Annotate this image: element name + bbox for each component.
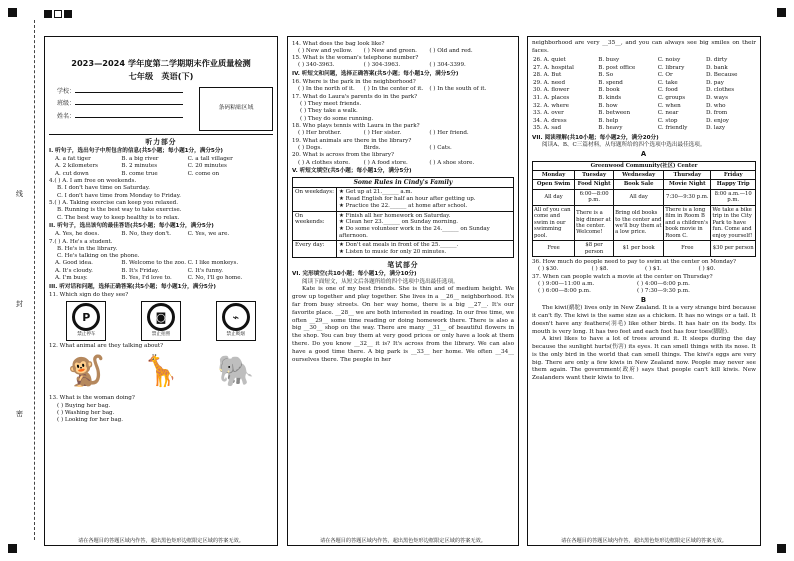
passage-b-label: B (640, 296, 648, 305)
choice-option[interactable]: 29. A. need (533, 79, 566, 86)
choice-option[interactable]: 31. A. places (533, 95, 570, 102)
choice-option[interactable]: C. groups (657, 95, 686, 102)
part-4-instructions: IV. 听短文和问题，选择正确答案(共5小题；每小题1分，满分5分) (292, 71, 459, 78)
q4-option-a[interactable]: 4.( ) A. I am free on weekends. (49, 178, 137, 185)
choice-row (532, 95, 756, 103)
answer-panel-middle (287, 36, 519, 546)
choice-option[interactable]: D. bank (705, 64, 728, 71)
marker-filled (64, 10, 72, 18)
q13-option-b[interactable]: ( ) Washing her bag. (57, 409, 115, 416)
name-field[interactable]: 姓名： (57, 112, 199, 120)
cloze-choices (532, 57, 756, 133)
q15-text: 15. What is the woman's telephone number? (292, 55, 419, 62)
q19-text: 19. What animals are there in the library? (292, 137, 412, 144)
table-row (533, 171, 756, 180)
q4-option-c[interactable]: C. I don't have time from Monday to Friday. (57, 192, 181, 199)
choice-option[interactable]: D. who (705, 102, 726, 109)
choice-option[interactable]: D. Because (705, 72, 738, 79)
table-cell: All day (533, 189, 575, 205)
table-cell: Happy Trip (711, 180, 756, 189)
q11-signs (49, 301, 273, 341)
choice-option[interactable]: 27. A. hospital (533, 64, 574, 71)
binding-label: 线 (16, 190, 23, 198)
q17-option-c[interactable]: ( ) They do some running. (300, 115, 374, 122)
q8-options[interactable]: A. Good idea. B. Welcome to the zoo. C. I like monkeys. (55, 260, 239, 267)
choice-option[interactable]: D. pay (705, 79, 724, 86)
q12-text: 12. What animal are they talking about? (49, 342, 164, 349)
table-cell: Friday (711, 171, 756, 180)
q36-text: 36. How much do people need to pay to swim at the center on Monday? (532, 259, 736, 265)
rules-title: Some Rules in Cindy's Family (293, 178, 514, 188)
marker-filled (44, 10, 52, 18)
choice-row (532, 117, 756, 125)
passage-b-paragraph-1: The kiwi(鹬鸵) lives only in New Zealand. It is a very strange bird because it can't fly. The kiwi is the same size as a chicken. It has no wings or a tail. It doesn't have any feathers(羽毛) like other birds. It has hair on its body. Its mouth is very long. It has two feet and each foot has four toes(脚趾). (532, 305, 756, 335)
cloze-passage-end: neighborhood are very __35__, and you can always see big smiles on their faces. (532, 40, 756, 54)
rule-item[interactable]: ★ Get up at 21.______ a.m. (339, 189, 413, 196)
table-cell: Bring old books to the center and we'll buy them at a low price. (614, 205, 664, 240)
registration-mark (8, 544, 17, 553)
q14-text: 14. What does the bag look like? (292, 40, 385, 47)
table-row (533, 189, 756, 205)
choice-option[interactable]: D. clothes (705, 87, 735, 94)
registration-mark (777, 544, 786, 553)
choice-option[interactable]: 33. A. over (533, 110, 564, 117)
elephant-icon[interactable]: 🐘 (216, 354, 255, 390)
binding-line (34, 20, 35, 540)
cloze-passage: Kate is one of my best friends. She is thin and of medium height. We grow up together and play together. She lives in a __26__ neighborhood. It's far from busy streets. On her way home, there is a big __27__. It's our favorite place. __28__ we are both interested in reading. In our free time, we often __29__ some time reading or doing homework there. There is also a big __30__ shop on the way. There are many __31__ of beautiful flowers in the shop. You can buy them at very good prices or only have a look at them there. Do you know __32__ it is? It's across from the library. We can also have a good time there. A big park is __33__ her home. We often __34__ ourselves there. The people in her (292, 286, 514, 363)
binding-label: 密 (16, 410, 23, 418)
marker-hollow (54, 10, 62, 18)
choice-option[interactable]: C. Or (657, 72, 673, 79)
q3-options[interactable]: A. cut down B. come true C. come on (55, 170, 220, 177)
choice-option[interactable]: B. post office (598, 64, 636, 71)
choice-option[interactable]: D. lazy (705, 125, 726, 132)
rule-item: ★ Listen to music for only 20 minutes. (339, 249, 447, 256)
choice-option[interactable]: C. stop (657, 117, 678, 124)
table-cell: $1 per book (614, 241, 664, 257)
rule-item[interactable]: ★ Practice the 22.______ at home after school. (339, 202, 468, 209)
registration-mark (8, 8, 17, 17)
barcode-area: 条码粘贴区域 (199, 87, 273, 131)
table-cell: 7:30—9:30 p.m. (664, 189, 711, 205)
community-center-table (532, 161, 756, 257)
part-6-instructions: VI. 完形填空(共10小题；每小题1分，满分10分) (292, 271, 417, 278)
choice-option[interactable]: 34. A. dress (533, 117, 567, 124)
q16-text: 16. Where is the park in the neighborhood? (292, 79, 416, 86)
footer-note: 请在各题目的答题区域内作答，超出黑色矩形边框限定区域的答案无效。 (560, 537, 727, 544)
q13-option-a[interactable]: ( ) Buying her bag. (57, 402, 111, 409)
choice-option[interactable]: 35. A. sad (533, 125, 562, 132)
exam-title: 2023—2024 学年度第二学期期末作业质量检测 (71, 58, 251, 68)
q17-option-b[interactable]: ( ) They take a walk. (300, 108, 358, 115)
table-cell: Free (533, 241, 575, 257)
student-fields (49, 87, 199, 131)
footer-note: 请在各题目的答题区域内作答，超出黑色矩形边框限定区域的答案无效。 (77, 537, 244, 544)
part-2-instructions: II. 听句子，选出该句的最佳答语(共5小题；每小题1分，满分5分) (49, 223, 214, 230)
passage-b-paragraph-2: A kiwi likes to have a lot of trees around it. It sleeps during the day because the sunlight hurts(伤害) its eyes. It can smell things with its nose. It is the only bird in the world that can smell things. The kiwi's eggs are very big. There are only a few kiwis in New Zealand now. People may never see them again. The government(政府) says that people can't kill kiwis. New Zealanders want their kiwis to live. (532, 336, 756, 382)
no-parking-icon: P (72, 303, 100, 331)
exam-subtitle: 七年级 英语(下) (128, 71, 194, 81)
q17-text: 17. What do Laura's parents do in the park? (292, 93, 418, 100)
choice-option[interactable]: C. near (657, 110, 679, 117)
q1-options[interactable]: A. a fat tiger B. a big river C. a tall villager (55, 156, 233, 163)
table-cell: All of you can come and swim in our swimming pool. (533, 205, 575, 240)
q7-option-c[interactable]: C. He's talking on the phone. (57, 253, 140, 260)
choice-option[interactable]: B. between (598, 110, 631, 117)
page-marker (44, 9, 78, 19)
choice-row (532, 102, 756, 110)
answer-panel-left (44, 36, 278, 546)
monkey-icon[interactable]: 🐒 (67, 354, 105, 390)
choice-option[interactable]: D. enjoy (705, 117, 729, 124)
rule-item[interactable]: ★ Don't eat meals in front of the 25.______. (339, 242, 459, 249)
rules-row: On weekdays: ★ Get up at 21.______ a.m. ★ Read English for half an hour after getting up. ★ Practice the 22.______ at home after school. (293, 188, 514, 211)
choice-option[interactable]: D. from (705, 110, 728, 117)
passage-a-label: A (640, 150, 648, 159)
q36-options[interactable]: ( ) $30. ( ) $8. ( ) $1. ( ) $0. (538, 266, 716, 273)
rule-item[interactable]: ★ Clean her 23.______ on Sunday morning. (339, 219, 459, 226)
choice-row (532, 72, 756, 80)
choice-row (532, 125, 756, 133)
choice-option[interactable]: B. heavy (598, 125, 623, 132)
q37-options-cd[interactable]: ( ) 6:00—8:00 p.m. ( ) 7:30—9:30 p.m. (538, 288, 690, 295)
q13-text: 13. What is the woman doing? (49, 395, 135, 402)
listening-section-title: 听力部分 (145, 138, 177, 146)
table-cell: Free (664, 241, 711, 257)
school-field[interactable]: 学校： (57, 87, 199, 95)
q6-options[interactable]: A. Yes, he does. B. No, they don't. C. Yes, we are. (55, 231, 230, 238)
q10-options[interactable]: A. I'm busy. B. Yes, I'd love to. C. No, I'll go home. (55, 275, 243, 282)
binding-label: 封 (16, 300, 23, 308)
choice-option[interactable]: C. food (657, 87, 678, 94)
q12-animals (49, 351, 273, 393)
choice-option[interactable]: B. kinds (598, 95, 622, 102)
no-smoking-sign[interactable]: ⌁ 禁止吸烟 (216, 301, 256, 341)
table-cell: 8:00 a.m.—10 p.m. (711, 189, 756, 205)
part-7-instructions: VII. 阅读理解(共10小题；每小题2分，满分20分) (532, 134, 659, 141)
rules-row: On weekends: ★ Finish all her homework on Saturday. ★ Clean her 23.______ on Sunday morning. ★ Do some volunteer work in the 24.______ on Sunday afternoon. (293, 211, 514, 241)
rule-item[interactable]: ★ Do some volunteer work in the 24.______ on Sunday afternoon. (339, 225, 490, 239)
q9-options[interactable]: A. It's cloudy. B. It's Friday. C. It's funny. (55, 267, 224, 274)
class-field[interactable]: 班级： (57, 99, 199, 107)
rules-table (292, 177, 514, 258)
student-info (49, 87, 273, 131)
part-6-subinstructions: 阅读下面短文，从短文后各题所给的四个选项中选出最佳选项。 (302, 278, 459, 285)
giraffe-icon[interactable]: 🦒 (142, 354, 180, 390)
q16-options[interactable]: ( ) In the north of it. ( ) In the center of it. ( ) In the south of it. (298, 86, 487, 93)
q37-options-ab[interactable]: ( ) 9:00—11:00 a.m. ( ) 4:00—6:00 p.m. (538, 280, 690, 287)
choice-option[interactable]: B. book (598, 87, 620, 94)
choice-option[interactable]: B. spend (598, 79, 623, 86)
no-camera-icon: ◙ (147, 303, 175, 331)
q4-option-b[interactable]: B. I don't have time on Saturday. (57, 185, 150, 192)
q7-option-b[interactable]: B. He's in the library. (57, 245, 118, 252)
rule-item: ★ Finish all her homework on Saturday. (339, 212, 451, 219)
table-cell: There is a long film in Room B and a children's book movie in Room C. (664, 205, 711, 240)
q14-options[interactable]: ( ) New and yellow. ( ) New and green. ( ) Old and red. (298, 47, 473, 54)
choice-row (532, 80, 756, 88)
table-row (533, 205, 756, 240)
q19-options[interactable]: ( ) Dogs. Birds. ( ) Cats. (298, 144, 452, 151)
rule-item: ★ Read English for half an hour after getting up. (339, 196, 476, 203)
part-1-instructions: I. 听句子，选出句子中所包含的信息(共5小题；每小题1分，满分5分) (49, 148, 223, 155)
choice-row (532, 64, 756, 72)
table-cell: Book Sale (614, 180, 664, 189)
choice-row (532, 87, 756, 95)
choice-option[interactable]: 30. A. flower (533, 87, 570, 94)
q11-text: 11. Which sign do they see? (49, 291, 129, 298)
q20-text: 20. What is across from the library? (292, 152, 394, 159)
q5-option-a[interactable]: 5.( ) A. Taking exercise can keep you relaxed. (49, 199, 179, 206)
q17-option-a[interactable]: ( ) They meet friends. (300, 101, 362, 107)
choice-option[interactable]: B. help (598, 117, 619, 124)
q13-option-c[interactable]: ( ) Looking for her bag. (57, 417, 124, 424)
choice-option[interactable]: B. how (598, 102, 618, 109)
choice-option[interactable]: D. dirty (705, 57, 728, 64)
table-cell: $30 per person (711, 241, 756, 257)
part-5-instructions: V. 听短文填空(共5小题；每小题1分，满分5分) (292, 168, 412, 175)
no-parking-sign[interactable]: P 禁止停车 (66, 301, 106, 341)
table-cell: Tuesday (575, 171, 614, 180)
choice-option[interactable]: 28. A. But (533, 72, 562, 79)
registration-mark (777, 8, 786, 17)
choice-row (532, 110, 756, 118)
choice-option[interactable]: C. library (657, 64, 685, 71)
table-cell: Wednesday (614, 171, 664, 180)
choice-row (532, 57, 756, 65)
q37-text: 37. When can people watch a movie at the center on Thursday? (532, 273, 713, 280)
table-cell: All day (614, 189, 664, 205)
choice-option[interactable]: C. when (657, 102, 681, 109)
choice-option[interactable]: C. noisy (657, 57, 681, 64)
table-row (533, 241, 756, 257)
no-smoking-icon: ⌁ (222, 303, 250, 331)
q20-options[interactable]: ( ) A clothes store. ( ) A food store. ( ) A shoe store. (298, 159, 475, 166)
q7-option-a[interactable]: 7.( ) A. He's a student. (49, 238, 113, 245)
table-cell: Monday (533, 171, 575, 180)
rules-row: Every day: ★ Don't eat meals in front of the 25.______. ★ Listen to music for only 20 minutes. (293, 241, 514, 257)
choice-option[interactable]: B. So (598, 72, 614, 79)
choice-option[interactable]: C. friendly (657, 125, 688, 132)
table-title: Greenwood Community(社区) Center (533, 161, 756, 170)
writing-section-title: 笔试部分 (387, 260, 419, 269)
table-cell: Food Night (575, 180, 614, 189)
table-cell: Movie Night (664, 180, 711, 189)
table-cell: 6:00—8:00 p.m. (575, 189, 614, 205)
q5-option-b[interactable]: B. Running is the best way to take exercise. (57, 207, 182, 214)
part-3-instructions: III. 听对话和问题，选择正确答案(共5小题；每小题1分，满分5分) (49, 283, 216, 290)
table-cell: Open Swim (533, 180, 575, 189)
choice-option[interactable]: B. busy (598, 57, 620, 64)
q18-options[interactable]: ( ) Her brother. ( ) Her sister. ( ) Her friend. (298, 130, 469, 137)
choice-option[interactable]: C. take (657, 79, 678, 86)
answer-panel-right (527, 36, 761, 546)
table-cell: We take a bike trip in the City Park to have fun. Come and enjoy yourself! (711, 205, 756, 240)
choice-option[interactable]: 26. A. quiet (533, 57, 566, 64)
no-photo-sign[interactable]: ◙ 禁止拍照 (141, 301, 181, 341)
table-cell: $8 per person (575, 241, 614, 257)
choice-option[interactable]: 32. A. where (533, 102, 569, 109)
binding-labels (14, 40, 30, 530)
footer-note: 请在各题目的答题区域内作答，超出黑色矩形边框限定区域的答案无效。 (319, 537, 486, 544)
q18-text: 18. Who plays tennis with Laura in the park? (292, 122, 420, 129)
table-cell: There is a big dinner at the center. Welcome! (575, 205, 614, 240)
table-row (533, 180, 756, 189)
part-7-subinstructions: 阅读A、B、C三篇材料，从每题所给的四个选项中选出最佳选项。 (542, 142, 706, 149)
choice-option[interactable]: D. ways (705, 95, 728, 102)
q15-options[interactable]: ( ) 340-3963. ( ) 304-3963. ( ) 304-3399. (298, 62, 466, 69)
table-cell: Thursday (664, 171, 711, 180)
q5-option-c[interactable]: C. The best way to keep healthy is to relax. (57, 214, 180, 221)
q2-options[interactable]: A. 2 kilometers B. 2 minutes C. 20 minutes (55, 163, 227, 170)
